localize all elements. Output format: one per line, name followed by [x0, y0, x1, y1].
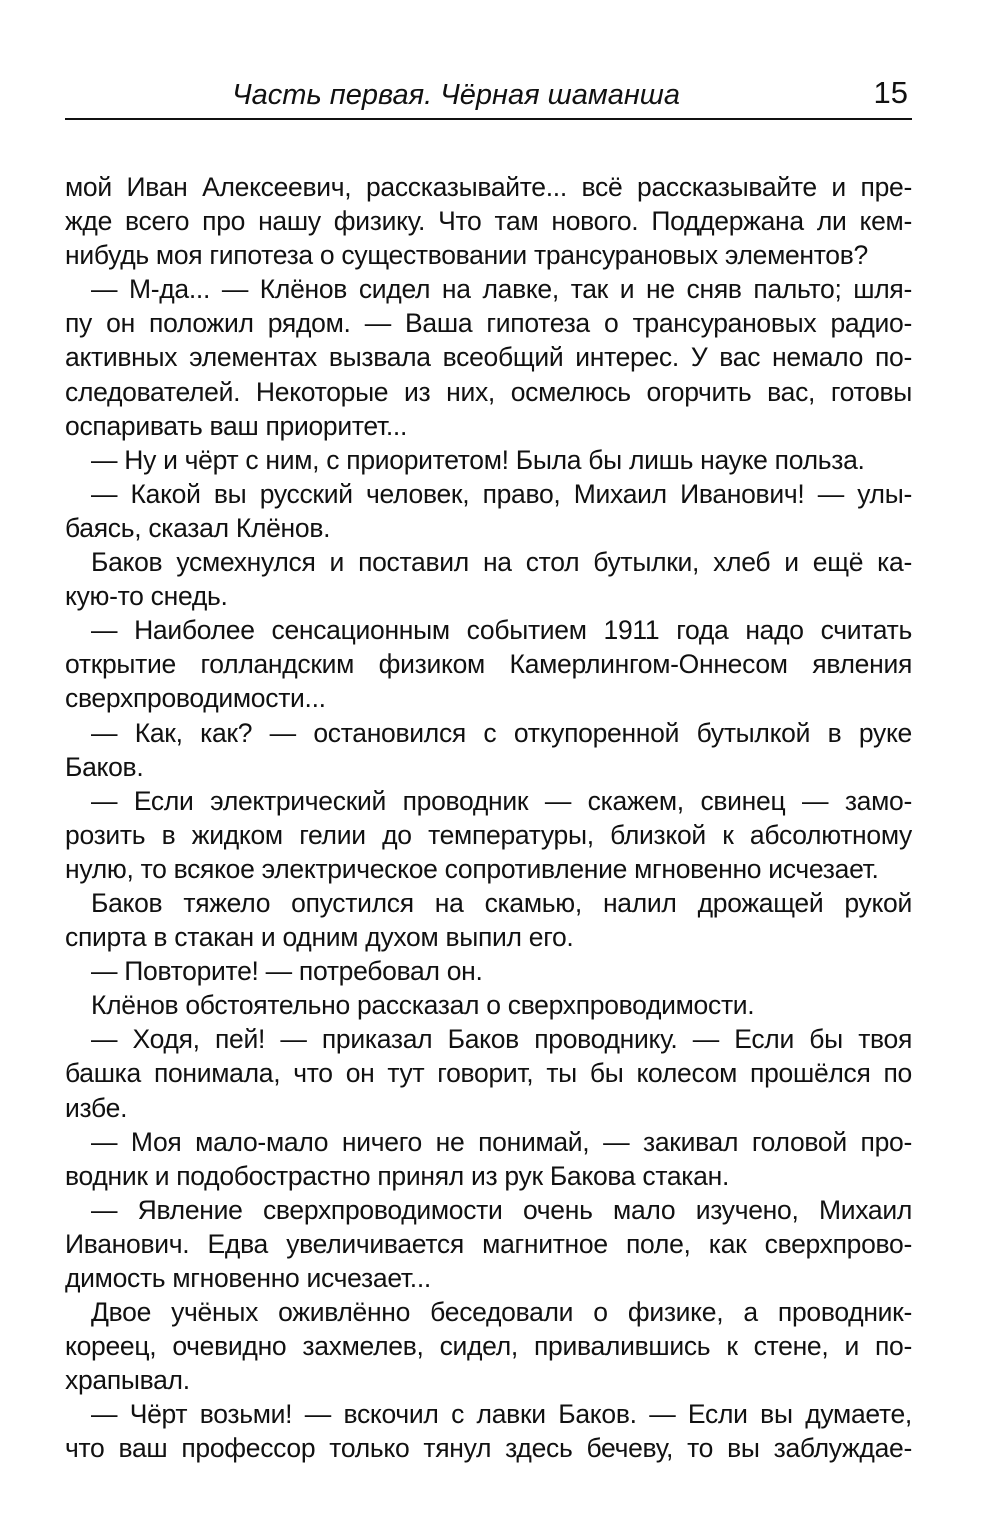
text-line: Клёнов обстоятельно рассказал о сверхпроводимости.	[91, 990, 755, 1021]
paragraph	[65, 1295, 912, 1397]
text-line: активных элементах вызвала всеобщий интерес. У вас немало по-	[65, 342, 912, 373]
running-title: Часть первая. Чёрная шаманша	[232, 79, 680, 111]
text-line: Баков усмехнулся и поставил на стол бутылки, хлеб и ещё ка-	[91, 547, 912, 578]
text-line: оспаривать ваш приоритет...	[65, 410, 408, 441]
paragraph	[65, 477, 912, 545]
text-line: — Наиболее сенсационным событием 1911 года надо считать	[91, 615, 912, 646]
paragraph	[65, 545, 912, 613]
text-line: розить в жидком гелии до температуры, близкой к абсолютному	[65, 819, 912, 850]
paragraph	[65, 1022, 912, 1124]
text-line: кую-то снедь.	[65, 581, 228, 612]
text-line: нулю, то всякое электрическое сопротивление мгновенно исчезает.	[65, 853, 879, 884]
book-page	[65, 72, 912, 1512]
text-line: избе.	[65, 1092, 128, 1123]
text-line: — Чёрт возьми! — вскочил с лавки Баков. — Если вы думаете,	[91, 1399, 912, 1430]
paragraph	[65, 1397, 912, 1465]
text-line: — Какой вы русский человек, право, Михаил Иванович! — улы-	[91, 478, 912, 509]
text-line: — Как, как? — остановился с откупоренной бутылкой в руке	[91, 717, 912, 748]
text-line: храпывал.	[65, 1365, 190, 1396]
paragraph	[65, 272, 912, 442]
text-line: — Если электрический проводник — скажем, свинец — замо-	[91, 785, 912, 816]
text-line: жде всего про нашу физику. Что там нового. Поддержана ли кем-	[65, 206, 912, 237]
text-line: — М-да... — Клёнов сидел на лавке, так и не сняв пальто; шля-	[91, 274, 912, 305]
text-line: следователей. Некоторые из них, осмелюсь огорчить вас, готовы	[65, 376, 912, 407]
text-line: баясь, сказал Клёнов.	[65, 512, 331, 543]
text-line: димость мгновенно исчезает...	[65, 1263, 431, 1293]
text-line: — Повторите! — потребовал он.	[91, 956, 483, 987]
text-line: что ваш профессор только тянул здесь бечеву, то вы заблуждае-	[65, 1433, 912, 1464]
running-header	[65, 72, 912, 120]
paragraph	[65, 784, 912, 886]
text-line: Баков тяжело опустился на скамью, налил дрожащей рукой	[91, 887, 912, 918]
paragraph	[65, 170, 912, 272]
paragraph	[65, 954, 912, 988]
text-line: — Моя мало-мало ничего не понимай, — закивал головой про-	[91, 1126, 912, 1157]
text-line: — Ну и чёрт с ним, с приоритетом! Была бы лишь науке польза.	[91, 444, 865, 475]
text-line: нибудь моя гипотеза о существовании трансурановых элементов?	[65, 240, 868, 271]
body-text	[65, 170, 912, 1466]
text-line: водник и подобострастно принял из рук Бакова стакан.	[65, 1160, 730, 1191]
text-line: Баков.	[65, 751, 144, 782]
text-line: мой Иван Алексеевич, рассказывайте... всё рассказывайте и пре-	[65, 172, 912, 202]
paragraph	[65, 716, 912, 784]
paragraph	[65, 443, 912, 477]
text-line: спирта в стакан и одним духом выпил его.	[65, 922, 574, 953]
text-line: пу он положил рядом. — Ваша гипотеза о трансурановых радио-	[65, 308, 912, 339]
paragraph	[65, 1193, 912, 1295]
text-line: кореец, очевидно захмелев, сидел, привалившись к стене, и по-	[65, 1331, 912, 1362]
page-number: 15	[873, 75, 908, 110]
text-line: Иванович. Едва увеличивается магнитное поле, как сверхпрово-	[65, 1228, 912, 1259]
text-line: Двое учёных оживлённо беседовали о физике, а проводник-	[91, 1297, 912, 1328]
text-line: сверхпроводимости...	[65, 683, 326, 714]
paragraph	[65, 1125, 912, 1193]
text-line: открытие голландским физиком Камерлингом-Оннесом явления	[65, 649, 912, 680]
paragraph	[65, 886, 912, 954]
text-line: — Ходя, пей! — приказал Баков проводнику. — Если бы твоя	[91, 1024, 912, 1055]
paragraph	[65, 988, 912, 1022]
text-line: башка понимала, что он тут говорит, ты бы колесом прошёлся по	[65, 1058, 912, 1089]
paragraph	[65, 613, 912, 715]
text-line: — Явление сверхпроводимости очень мало изучено, Михаил	[91, 1194, 912, 1225]
